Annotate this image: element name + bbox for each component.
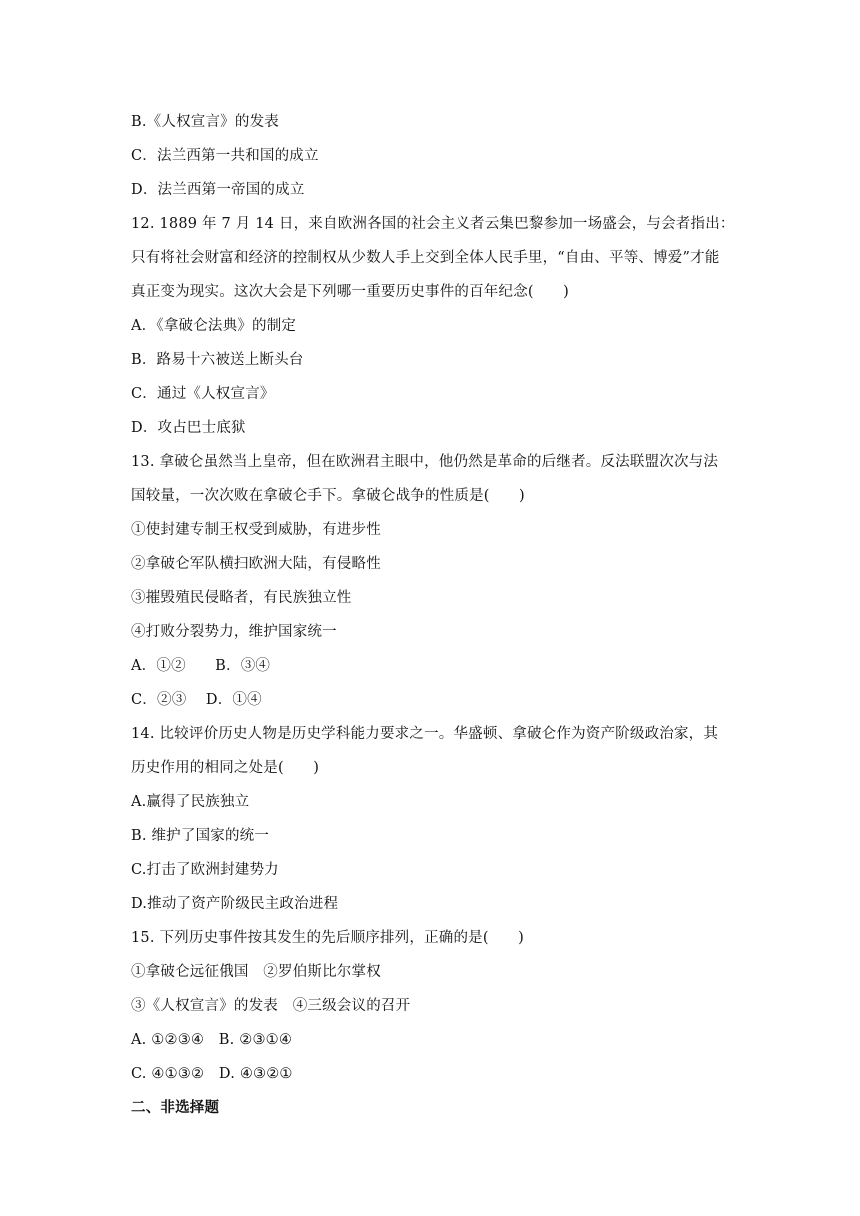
q14-option-a: A.赢得了民族独立 (131, 794, 250, 810)
q13-stem-line-1: 13. 拿破仑虽然当上皇帝，但在欧洲君主眼中，他仍然是革命的后继者。反法联盟次次与法 (131, 454, 719, 470)
q14-option-c: C.打击了欧洲封建势力 (131, 862, 279, 878)
q15-options-cd: C. ④①③② D. ④③②① (131, 1066, 293, 1082)
q11-option-b: B.《人权宣言》的发表 (131, 114, 279, 130)
q12-option-c: C．通过《人权宣言》 (131, 386, 275, 402)
q13-item-4: ④打败分裂势力，维护国家统一 (131, 624, 337, 640)
q14-stem-line-2: 历史作用的相同之处是( ) (131, 760, 320, 776)
q12-stem-line-1: 12. 1889 年 7 月 14 日，来自欧洲各国的社会主义者云集巴黎参加一场盛会，与会者指出： (131, 216, 735, 232)
q14-option-d: D.推动了资产阶级民主政治进程 (131, 896, 339, 912)
q13-stem-line-2: 国较量，一次次败在拿破仑手下。拿破仑战争的性质是( ) (131, 488, 525, 504)
q12-stem-line-3: 真正变为现实。这次大会是下列哪一重要历史事件的百年纪念( ) (131, 284, 570, 300)
q11-option-d: D．法兰西第一帝国的成立 (131, 182, 305, 198)
q12-stem-line-2: 只有将社会财富和经济的控制权从少数人手上交到全体人民手里，“自由、平等、博爱”才能 (131, 250, 720, 266)
q14-stem-line-1: 14. 比较评价历史人物是历史学科能力要求之一。华盛顿、拿破仑作为资产阶级政治家，其 (131, 726, 719, 742)
q14-option-b: B. 维护了国家的统一 (131, 828, 270, 844)
q12-option-b: B．路易十六被送上断头台 (131, 352, 304, 368)
q13-item-2: ②拿破仑军队横扫欧洲大陆，有侵略性 (131, 556, 381, 572)
q15-stem: 15. 下列历史事件按其发生的先后顺序排列，正确的是( ) (131, 930, 524, 946)
q11-option-c: C．法兰西第一共和国的成立 (131, 148, 319, 164)
q13-options-cd: C．②③ D．①④ (131, 692, 262, 708)
q15-item-row-1: ①拿破仑远征俄国 ②罗伯斯比尔掌权 (131, 964, 381, 980)
q15-item-row-2: ③《人权宣言》的发表 ④三级会议的召开 (131, 998, 411, 1014)
q13-item-3: ③摧毁殖民侵略者，有民族独立性 (131, 590, 352, 606)
q12-option-d: D．攻占巴士底狱 (131, 420, 246, 436)
q13-item-1: ①使封建专制王权受到威胁，有进步性 (131, 522, 381, 538)
q15-options-ab: A. ①②③④ B. ②③①④ (131, 1032, 293, 1048)
section-heading: 二、非选择题 (131, 1099, 220, 1116)
q12-option-a: A．《拿破仑法典》的制定 (131, 318, 297, 334)
q13-options-ab: A．①② B．③④ (131, 658, 271, 674)
